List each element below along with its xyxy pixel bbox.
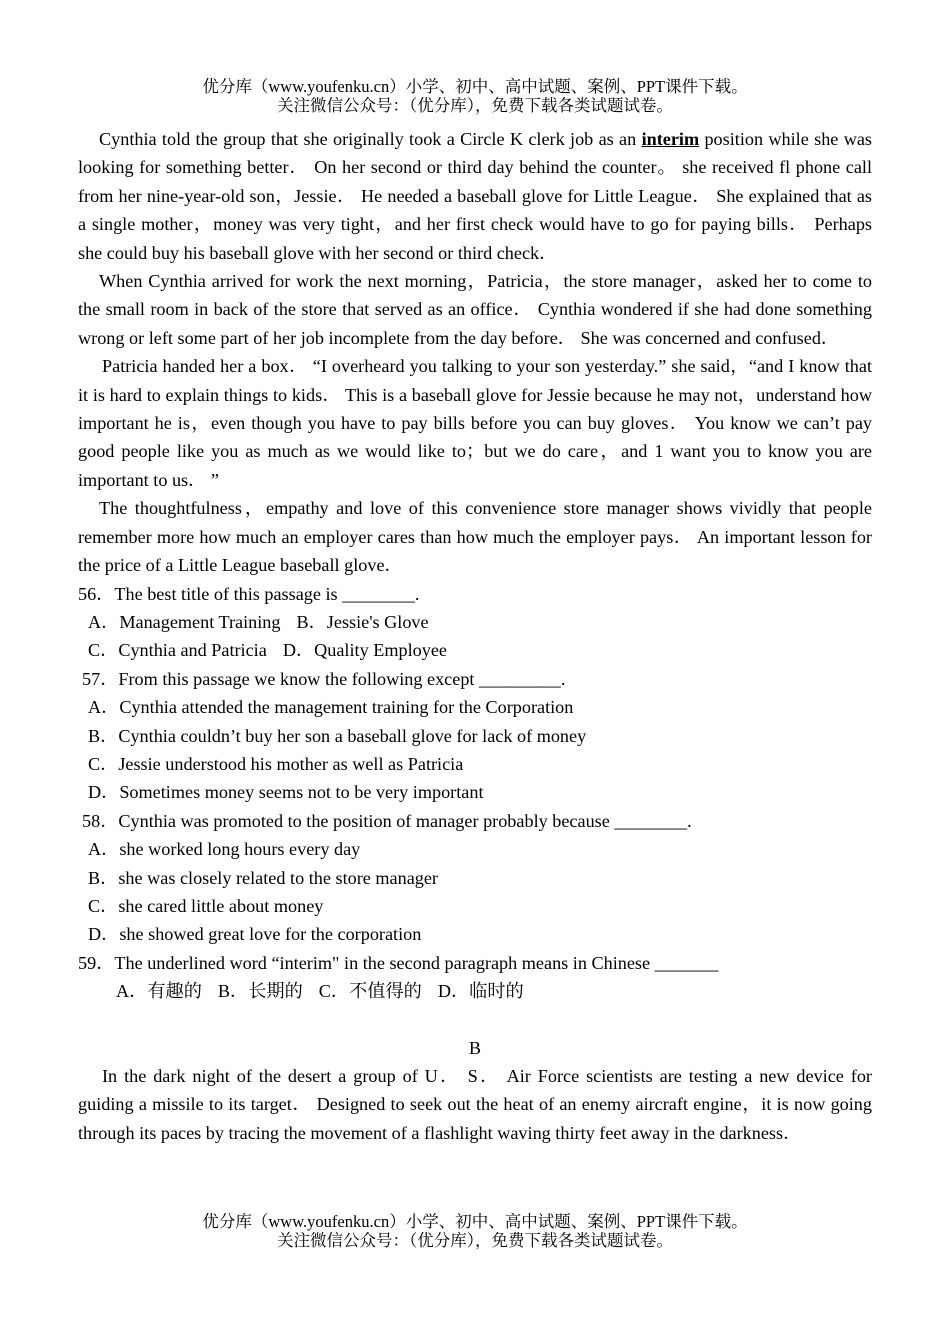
passage-paragraph-4: The thoughtfulness，empathy and love of this convenience store manager shows vividly that people remember more how much an employer cares than how much the employer pays． An important lesson for the price of a Little League baseball glove． bbox=[78, 498, 872, 576]
question-59-stem: 59．The underlined word “interim" in the second paragraph means in Chinese _______ bbox=[78, 952, 719, 973]
question-56-options-ab bbox=[78, 608, 872, 636]
q56-option-b: B．Jessie's Glove bbox=[296, 611, 429, 632]
q57-option-b: B．Cynthia couldn’t buy her son a baseball glove for lack of money bbox=[88, 725, 587, 746]
q59-option-a: A．有趣的 bbox=[116, 981, 202, 1002]
question-57-stem: 57．From this passage we know the following except _________. bbox=[82, 668, 566, 689]
footer-line-1: 优分库（www.youfenku.cn）小学、初中、高中试题、案例、PPT课件下载。 bbox=[202, 1212, 748, 1231]
q56-option-c: C．Cynthia and Patricia bbox=[88, 640, 267, 661]
page-footer bbox=[0, 1212, 950, 1250]
p1-text-after: position while she was looking for something better． On her second or third day behind the counter。 she received fl phone call from her nine-year-old son，Jessie． He needed a baseball glove for Little League． She explained that as a single mother，money was very tight，and her first check would have to go for paying bills． Perhaps she could buy his baseball glove with her second or third check． bbox=[78, 129, 872, 263]
page-header bbox=[0, 77, 950, 115]
question-59-options bbox=[78, 977, 872, 1005]
section-b-heading: B bbox=[468, 1037, 482, 1058]
section-b-paragraph-1: In the dark night of the desert a group of U． S． Air Force scientists are testing a new device for guiding a missile to its target． Designed to seek out the heat of an enemy aircraft engine，it is now going through its paces by tracing the movement of a flashlight waving thirty feet away in the darkness． bbox=[78, 1066, 872, 1143]
passage-paragraph-1 bbox=[78, 125, 872, 267]
question-58-stem: 58．Cynthia was promoted to the position of manager probably because ________. bbox=[82, 810, 692, 831]
q58-option-c: C．she cared little about money bbox=[88, 895, 324, 916]
footer-line-2: 关注微信公众号：（优分库），免费下载各类试题试卷。 bbox=[277, 1231, 673, 1250]
header-line-2: 关注微信公众号：（优分库），免费下载各类试题试卷。 bbox=[277, 96, 673, 115]
q58-option-b: B．she was closely related to the store manager bbox=[88, 867, 438, 888]
q56-option-a: A．Management Training bbox=[88, 611, 281, 632]
passage-paragraph-2: When Cynthia arrived for work the next morning，Patricia，the store manager，asked her to come to the small room in back of the store that served as an office． Cynthia wondered if she had done something wrong or left some part of her job incomplete from the day before． She was concerned and confused． bbox=[78, 271, 872, 348]
header-line-1: 优分库（www.youfenku.cn）小学、初中、高中试题、案例、PPT课件下载。 bbox=[202, 77, 748, 96]
q58-option-d: D．she showed great love for the corporation bbox=[88, 924, 422, 945]
q58-option-a: A．she worked long hours every day bbox=[88, 839, 361, 860]
p1-text-before: Cynthia told the group that she originally took a Circle K clerk job as an bbox=[99, 129, 642, 149]
q59-option-c: C．不值得的 bbox=[318, 981, 422, 1002]
q57-option-a: A．Cynthia attended the management training for the Corporation bbox=[88, 697, 574, 718]
q56-option-d: D．Quality Employee bbox=[282, 640, 447, 661]
q59-option-b: B．长期的 bbox=[217, 981, 303, 1002]
q57-option-c: C．Jessie understood his mother as well as Patricia bbox=[88, 753, 464, 774]
q57-option-d: D．Sometimes money seems not to be very important bbox=[88, 782, 484, 803]
question-56-options-cd bbox=[78, 636, 872, 664]
keyword-interim: interim bbox=[641, 129, 700, 149]
q59-option-d: D．临时的 bbox=[437, 981, 524, 1002]
question-56-stem: 56．The best title of this passage is ________. bbox=[78, 583, 420, 604]
page-content bbox=[78, 125, 872, 1147]
passage-paragraph-3: Patricia handed her a box． “I overheard you talking to your son yesterday.” she said，“and I know that it is hard to explain things to kids． This is a baseball glove for Jessie because he may not，understand how important he is，even though you have to pay bills before you can buy gloves． You know we can’t pay good people like you as much as we would like to；but we do care，and 1 want you to know you are important to us． ” bbox=[78, 356, 872, 490]
